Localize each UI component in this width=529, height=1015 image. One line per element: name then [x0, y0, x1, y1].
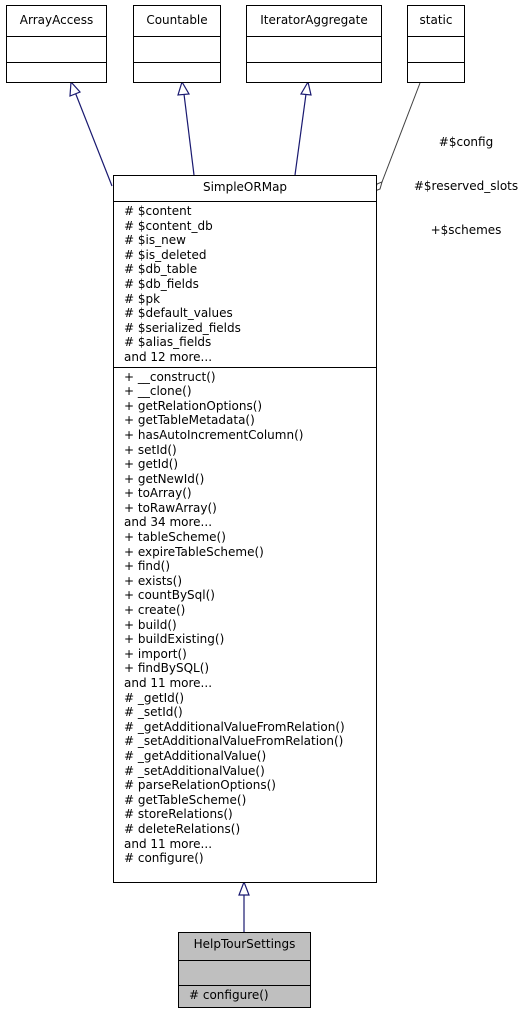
member-line: and 34 more... [124, 515, 213, 530]
member-line: # $content_db [124, 218, 213, 233]
member-line: # $content [124, 204, 192, 218]
attributes-section [179, 960, 310, 985]
member-line: and 12 more... [124, 349, 213, 364]
class-name: Countable [146, 13, 208, 27]
edge-simpleormap-arrayaccess [75, 92, 112, 186]
member-line: and 11 more... [124, 676, 213, 690]
methods-section [114, 367, 376, 868]
member-line: # _setAdditionalValueFromRelation() [124, 734, 344, 749]
member-line: + create() [124, 603, 186, 618]
member-line: + findBySQL() [124, 661, 210, 676]
class-name: static [419, 13, 453, 27]
static-relation-labels [405, 106, 527, 267]
attributes-section [114, 201, 376, 367]
member-line: # $db_table [124, 262, 198, 277]
class-name: ArrayAccess [19, 13, 94, 27]
methods-section [134, 62, 220, 84]
attributes-section [408, 36, 464, 62]
member-line: # $pk [124, 291, 161, 306]
member-line: + getId() [124, 457, 179, 472]
member-line: # _getAdditionalValue() [124, 748, 267, 763]
methods-section [179, 985, 310, 1005]
member-line: # _setId() [124, 705, 183, 720]
attributes-section [247, 36, 381, 62]
attributes-section [7, 36, 106, 62]
member-line: # _setAdditionalValue() [124, 763, 265, 778]
methods-section [247, 62, 381, 84]
member-line: # storeRelations() [124, 807, 233, 822]
class-name: SimpleORMap [202, 180, 288, 194]
interface-iteratoraggregate [246, 5, 382, 83]
attributes-section [134, 36, 220, 62]
member-line: + hasAutoIncrementColumn() [124, 427, 304, 442]
relation-label: #$config [438, 135, 494, 150]
relation-label: #$reserved_slots [413, 178, 519, 193]
member-line: + find() [124, 559, 171, 574]
member-line: # $is_new [124, 233, 186, 248]
interface-countable [133, 5, 221, 83]
member-line: # $alias_fields [124, 335, 212, 350]
member-line: + buildExisting() [124, 632, 225, 647]
member-line: # $db_fields [124, 276, 199, 291]
class-name: IteratorAggregate [260, 13, 368, 27]
member-line: # $serialized_fields [124, 320, 241, 335]
class-name: HelpTourSettings [193, 937, 296, 951]
member-line: + getRelationOptions() [124, 398, 263, 413]
member-line: # configure() [189, 988, 269, 1002]
class-static [407, 5, 465, 83]
interface-arrayaccess [6, 5, 107, 83]
arrow-arrayaccess [70, 82, 80, 96]
member-line: + __construct() [124, 369, 216, 384]
member-line: # parseRelationOptions() [124, 778, 276, 793]
member-line: # getTableScheme() [124, 792, 247, 807]
methods-section [7, 62, 106, 84]
member-line: + toArray() [124, 486, 192, 501]
member-line: + setId() [124, 442, 177, 457]
member-line: # _getAdditionalValueFromRelation() [124, 719, 345, 734]
member-line: # $default_values [124, 306, 233, 321]
class-simpleormap [113, 175, 377, 883]
member-line: + build() [124, 617, 177, 632]
member-line: + getTableMetadata() [124, 413, 255, 428]
edge-simpleormap-countable [184, 94, 194, 175]
member-line: + exists() [124, 573, 183, 588]
member-line: + countBySql() [124, 588, 215, 603]
member-line: # _getId() [124, 690, 185, 705]
relation-label: +$schemes [430, 222, 502, 237]
member-line: # configure() [124, 851, 204, 866]
arrow-simpleormap [239, 882, 249, 895]
member-line: + tableScheme() [124, 530, 226, 545]
member-line: + import() [124, 646, 187, 661]
member-line: # $is_deleted [124, 247, 207, 262]
class-helptoursettings [178, 932, 311, 1008]
member-line: + __clone() [124, 384, 192, 399]
member-line: and 11 more... [124, 836, 213, 851]
member-line: + expireTableScheme() [124, 544, 264, 559]
member-line: + getNewId() [124, 471, 205, 486]
member-line: + toRawArray() [124, 500, 217, 515]
member-line: # deleteRelations() [124, 821, 241, 836]
edge-simpleormap-iteratoraggregate [295, 94, 306, 175]
methods-section [408, 62, 464, 84]
